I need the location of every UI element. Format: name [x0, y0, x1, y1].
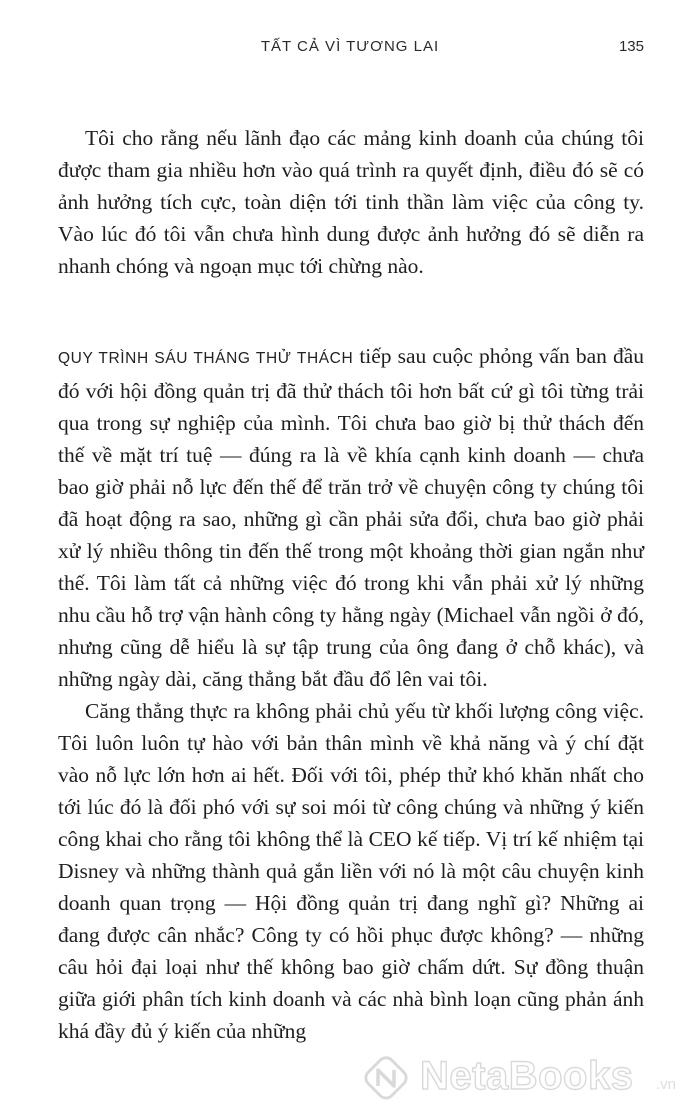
paragraph-1: Tôi cho rằng nếu lãnh đạo các mảng kinh doanh của chúng tôi được tham gia nhiều hơn vào quá trình ra quyết định, điều đó sẽ có ảnh hưởng tích cực, toàn diện tới tinh thần làm việc của công ty. Vào lúc đó tôi vẫn chưa hình dung được ảnh hưởng đó sẽ diễn ra nhanh chóng và ngoạn mục tới chừng nào.	[58, 126, 644, 278]
netabooks-logo-icon	[360, 1052, 412, 1104]
watermark-suffix: .vn	[656, 1076, 677, 1093]
text-block-second	[58, 340, 644, 1047]
watermark	[360, 1048, 690, 1108]
running-title: TẤT CẢ VÌ TƯƠNG LAI	[260, 38, 440, 55]
text-block-first	[58, 122, 644, 282]
watermark-brand: NetaBooks	[420, 1054, 634, 1098]
paragraph-3: Căng thẳng thực ra không phải chủ yếu từ khối lượng công việc. Tôi luôn luôn tự hào với bản thân mình về khả năng và ý chí đặt vào nỗ lực lớn hơn ai hết. Đối với tôi, phép thử khó khăn nhất cho tới lúc đó là đối phó với sự soi mói từ công chúng và những ý kiến công khai cho rằng tôi không thể là CEO kế tiếp. Vị trí kế nhiệm tại Disney và những thành quả gắn liền với nó là một câu chuyện kinh doanh quan trọng — Hội đồng quản trị đang nghĩ gì? Những ai đang được cân nhắc? Công ty có hồi phục được không? — những câu hỏi đại loại như thế không bao giờ chấm dứt. Sự đồng thuận giữa giới phân tích kinh doanh và các nhà bình loạn cũng phản ánh khá đầy đủ ý kiến của những	[58, 699, 644, 1043]
paragraph-2	[58, 340, 644, 695]
section-lead-in: QUY TRÌNH SÁU THÁNG THỬ THÁCH	[58, 350, 354, 367]
paragraph-2-body: tiếp sau cuộc phỏng vấn ban đầu đó với hội đồng quản trị đã thử thách tôi hơn bất cứ gì tôi từng trải qua trong sự nghiệp của mình. Tôi chưa bao giờ bị thử thách đến thế về mặt trí tuệ — đúng ra là về khía cạnh kinh doanh — chưa bao giờ phải nỗ lực đến thế để trăn trở về chuyện công ty chúng tôi đã hoạt động ra sao, những gì cần phải sửa đổi, chưa bao giờ phải xử lý nhiều thông tin đến thế trong một khoảng thời gian ngắn như thế. Tôi làm tất cả những việc đó trong khi vẫn phải xử lý những nhu cầu hỗ trợ vận hành công ty hằng ngày (Michael vẫn ngồi ở đó, nhưng cũng dễ hiểu là sự tập trung của ông đang ở chỗ khác), và những ngày dài, căng thẳng bắt đầu đổ lên vai tôi.	[58, 344, 644, 691]
running-head	[0, 38, 700, 68]
page-number: 135	[618, 38, 644, 55]
